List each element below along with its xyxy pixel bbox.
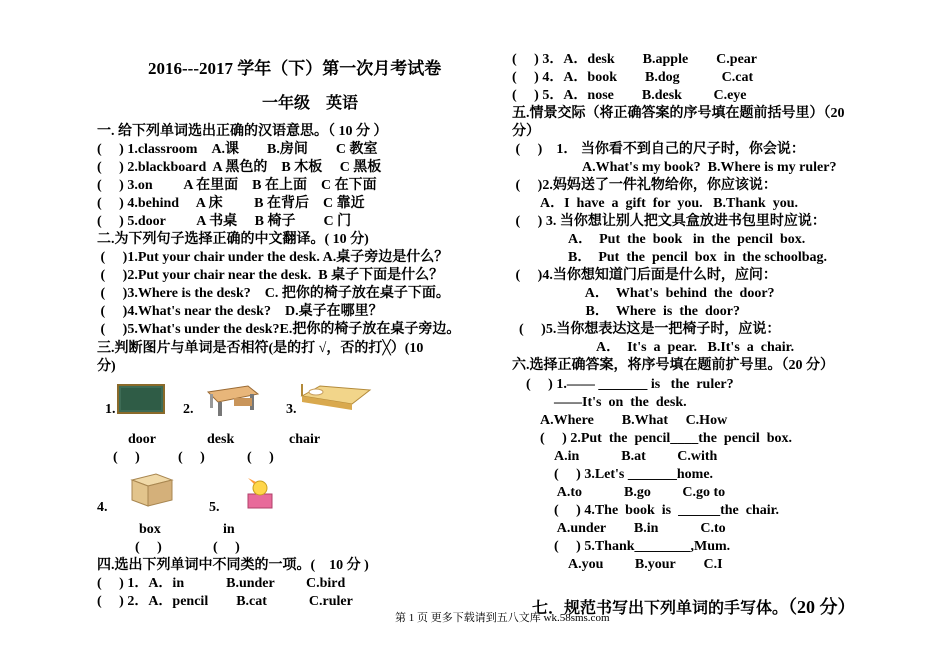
s6-line-8: ( ) 4.The book is ______the chair. [512, 503, 780, 518]
s2-item-4: ( )4.What's near the desk? D.桌子在哪里？ [97, 304, 383, 319]
s5-line-12: A． It's a pear. B.It's a chair. [512, 340, 795, 355]
s6-line-4: ( ) 2.Put the pencil____the pencil box. [512, 431, 792, 446]
pic-number-2: 2. [183, 402, 194, 417]
s1-item-4: ( ) 4.behind A 床 B 在背后 C 靠近 [97, 196, 365, 211]
pic-word-5: in [223, 522, 235, 537]
s5-line-8: ( )4.当你想知道门后面是什么时，应问： [512, 268, 777, 283]
page-footer: 第 1 页 更多下载请到五八文库 wk.58sms.com [395, 612, 610, 624]
section-5-header-cont: 分） [512, 124, 540, 139]
s5-line-10: B． Where is the door? [512, 304, 741, 319]
section-7-title: 七．规范书写出下列单词的手写体。 [532, 600, 789, 617]
s4-item-3: ( ) 3．A．desk B.apple C.pear [512, 52, 758, 67]
grade-subject: 一年级 英语 [262, 95, 359, 112]
s2-item-5: ( )5.What's under the desk?E.把你的椅子放在桌子旁边。 [97, 322, 461, 337]
s1-item-1: ( ) 1.classroom A.课 B.房间 C 教室 [97, 142, 378, 157]
s6-line-3: A.Where B.What C.How [512, 413, 728, 428]
section-2-header: 二.为下列句子选择正确的中文翻译。( 10 分) [97, 232, 369, 247]
s6-line-11: A.you B.your C.I [512, 557, 723, 572]
s5-line-5: ( ) 3. 当你想让别人把文具盒放进书包里时应说： [512, 214, 826, 229]
section-3-header: 三.判断图片与单词是否相符(是的打 √，否的打╳）(10 [97, 341, 424, 356]
pic-answer-1: ( ) [113, 450, 140, 465]
pic-number-1: 1. [105, 402, 116, 417]
desk-image [204, 382, 260, 418]
s6-line-5: A.in B.at C.with [512, 449, 718, 464]
s4-item-4: ( ) 4．A．book B.dog C.cat [512, 70, 754, 85]
s1-item-5: ( ) 5.door A 书桌 B 椅子 C 门 [97, 214, 352, 229]
toy-in-box-image [242, 476, 280, 512]
pic-answer-5: ( ) [213, 540, 240, 555]
s5-line-11: ( )5.当你想表达这是一把椅子时，应说： [512, 322, 781, 337]
s5-line-2: A.What's my book? B.Where is my ruler? [512, 160, 837, 175]
section-6-header: 六.选择正确答案，将序号填在题前扩号里。（20 分） [512, 358, 834, 373]
s5-line-9: A． What's behind the door? [512, 286, 775, 301]
s2-item-3: ( )3.Where is the desk? C. 把你的椅子放在桌子下面。 [97, 286, 450, 301]
pic-number-5: 5. [209, 500, 220, 515]
pic-answer-4: ( ) [135, 540, 162, 555]
s2-item-1: ( )1.Put your chair under the desk. A.桌子旁边是什么？ [97, 250, 449, 265]
section-1-header: 一. 给下列单词选出正确的汉语意思。（ 10 分 ） [97, 124, 388, 139]
s6-line-7: A.to B.go C.go to [512, 485, 726, 500]
blackboard-image [117, 384, 165, 414]
pic-number-3: 3. [286, 402, 297, 417]
s6-line-2: ——It's on the desk. [512, 395, 687, 410]
s5-line-3: ( )2.妈妈送了一件礼物给你，你应该说： [512, 178, 777, 193]
pic-word-3: chair [289, 432, 321, 447]
s1-item-3: ( ) 3.on A 在里面 B 在上面 C 在下面 [97, 178, 377, 193]
s5-line-7: B． Put the pencil box in the schoolbag. [512, 250, 828, 265]
pic-answer-2: ( ) [178, 450, 205, 465]
pic-word-1: door [128, 432, 156, 447]
s6-line-6: ( ) 3.Let's _______home. [512, 467, 714, 482]
s6-line-9: A.under B.in C.to [512, 521, 726, 536]
pic-number-4: 4. [97, 500, 108, 515]
section-7-score: （20 分） [788, 597, 856, 617]
section-5-header: 五.情景交际（将正确答案的序号填在题前括号里）（20 [512, 106, 845, 121]
s5-line-1: ( ) 1． 当你看不到自己的尺子时，你会说： [512, 142, 805, 157]
s1-item-2: ( ) 2.blackboard A 黑色的 B 木板 C 黑板 [97, 160, 382, 175]
page-title: 2016---2017 学年（下）第一次月考试卷 [148, 59, 442, 78]
pic-word-2: desk [207, 432, 235, 447]
section-3-header-cont: 分) [97, 359, 116, 374]
s6-line-1: ( ) 1.—— _______ is the ruler? [512, 377, 734, 392]
s2-item-2: ( )2.Put your chair near the desk. B 桌子下面是什么？ [97, 268, 444, 283]
s4-item-1: ( ) 1．A．in B.under C.bird [97, 576, 346, 591]
s4-item-2: ( ) 2．A．pencil B.cat C.ruler [97, 594, 353, 609]
bed-image [300, 380, 372, 412]
s5-line-4: A．I have a gift for you. B.Thank you. [512, 196, 799, 211]
s4-item-5: ( ) 5．A．nose B.desk C.eye [512, 88, 747, 103]
s6-line-10: ( ) 5.Thank________,Mum. [512, 539, 731, 554]
pic-word-4: box [139, 522, 161, 537]
section-4-header: 四.选出下列单词中不同类的一项。( 10 分 ) [97, 558, 369, 573]
box-image [128, 470, 174, 508]
s5-line-6: A． Put the book in the pencil box. [512, 232, 806, 247]
pic-answer-3: ( ) [247, 450, 274, 465]
